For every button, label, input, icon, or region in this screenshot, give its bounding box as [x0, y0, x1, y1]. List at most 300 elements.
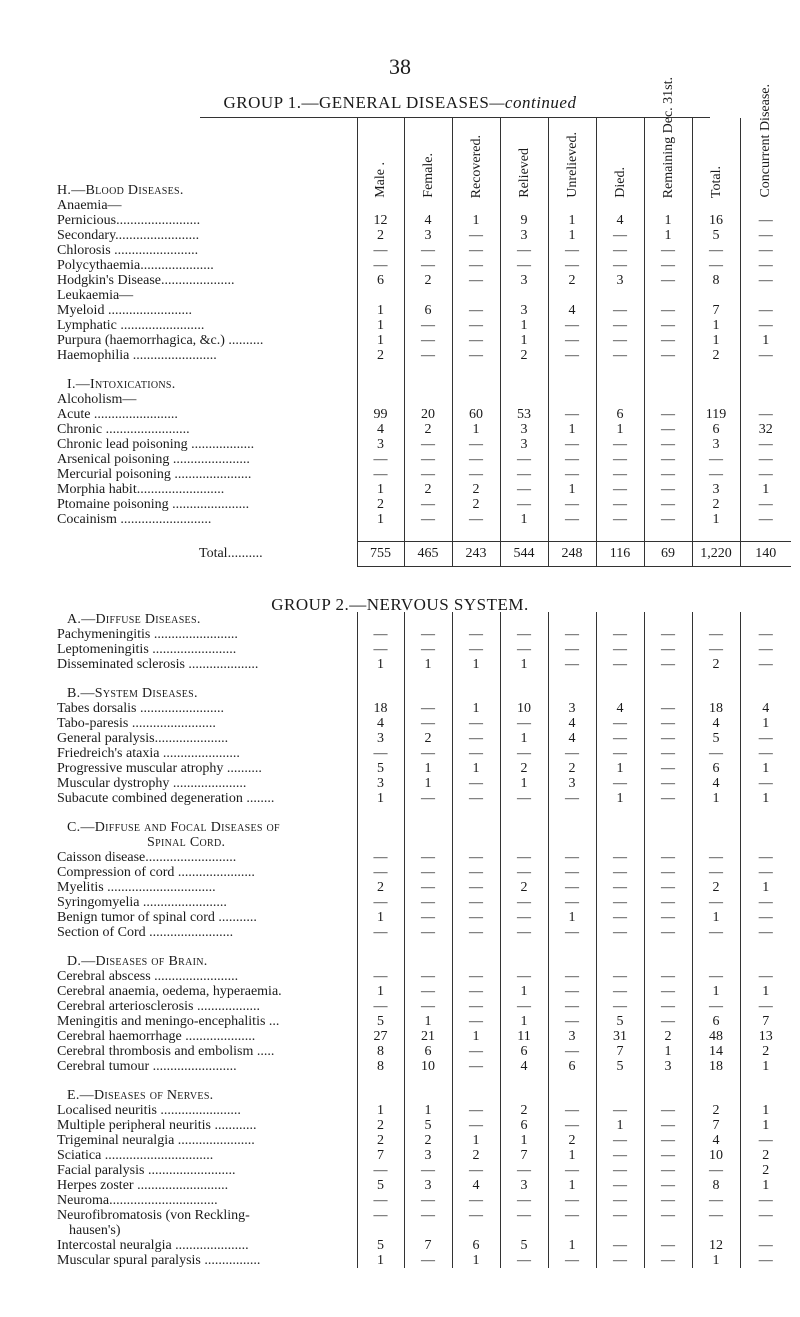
cell-value: 3 [500, 437, 548, 452]
cell-value: 1 [357, 1253, 404, 1268]
cell-value: — [692, 467, 740, 482]
cell-value: 5 [596, 1014, 644, 1029]
cell-value: — [548, 925, 596, 940]
cell-value: — [452, 776, 500, 791]
cell-value: — [740, 452, 791, 467]
total-value: 465 [404, 542, 452, 567]
row-label: Cerebral arteriosclerosis .................. [57, 999, 260, 1014]
cell-value [596, 198, 644, 213]
cell-value: 2 [357, 1118, 404, 1133]
cell-value: — [548, 348, 596, 363]
cell-value: 14 [692, 1044, 740, 1059]
cell-value: — [548, 1118, 596, 1133]
cell-value: — [548, 627, 596, 642]
table-row [57, 999, 791, 1014]
row-label: Secondary........................ [57, 228, 200, 243]
cell-value: — [404, 984, 452, 999]
cell-value: — [357, 895, 404, 910]
cell-value: — [740, 1238, 791, 1253]
cell-value: — [740, 850, 791, 865]
row-label [57, 1074, 357, 1088]
cell-value [452, 1088, 500, 1103]
cell-value [740, 672, 791, 686]
cell-value: — [548, 1193, 596, 1208]
cell-value [644, 1074, 692, 1088]
cell-value: 2 [500, 348, 548, 363]
cell-value: 4 [404, 213, 452, 228]
cell-value: 6 [357, 273, 404, 288]
cell-value: — [596, 497, 644, 512]
cell-value: — [500, 497, 548, 512]
row-label: Arsenical poisoning ...................... [57, 452, 250, 467]
cell-value: — [404, 999, 452, 1014]
cell-value: 1 [452, 1133, 500, 1148]
row-label [57, 806, 357, 820]
cell-value: — [596, 895, 644, 910]
cell-value: — [404, 1208, 452, 1223]
cell-value: — [596, 1238, 644, 1253]
table-row [57, 776, 791, 791]
cell-value: 8 [357, 1059, 404, 1074]
cell-value [596, 1074, 644, 1088]
cell-value [692, 686, 740, 701]
cell-value [500, 377, 548, 392]
row-label: Neuroma............................... [57, 1193, 218, 1208]
cell-value: — [692, 258, 740, 273]
row-label: Leukaemia— [57, 288, 134, 303]
cell-value: — [404, 1163, 452, 1178]
cell-value: — [740, 999, 791, 1014]
section-heading-row [57, 1088, 791, 1103]
cell-value: 18 [692, 701, 740, 716]
cell-value: — [452, 467, 500, 482]
cell-value: — [644, 437, 692, 452]
total-value: 69 [644, 542, 692, 567]
cell-value [357, 806, 404, 820]
cell-value: 1 [452, 657, 500, 672]
cell-value: — [644, 512, 692, 527]
cell-value: 6 [692, 422, 740, 437]
cell-value: 3 [692, 437, 740, 452]
cell-value: — [644, 1148, 692, 1163]
cell-value: — [644, 776, 692, 791]
cell-value [644, 835, 692, 850]
cell-value: — [740, 318, 791, 333]
table-row [57, 880, 791, 895]
cell-value [548, 377, 596, 392]
cell-value: 1 [740, 1059, 791, 1074]
total-value: 243 [452, 542, 500, 567]
cell-value: — [404, 497, 452, 512]
cell-value: — [692, 895, 740, 910]
table-row [57, 1014, 791, 1029]
cell-value [596, 363, 644, 377]
row-label [57, 672, 357, 686]
table-row [57, 1193, 791, 1208]
cell-value: — [404, 791, 452, 806]
cell-value: — [644, 1238, 692, 1253]
group2-table-body [57, 612, 791, 1268]
cell-value: — [500, 791, 548, 806]
row-label: Anaemia— [57, 198, 122, 213]
cell-value: — [452, 984, 500, 999]
cell-value: — [452, 1193, 500, 1208]
row-label: Meningitis and meningo-encephalitis ... [57, 1014, 280, 1029]
cell-value [357, 672, 404, 686]
cell-value [740, 806, 791, 820]
col-header-died: Died. [596, 118, 644, 198]
cell-value: 8 [357, 1044, 404, 1059]
table-row [57, 422, 791, 437]
cell-value [357, 940, 404, 954]
row-label: Benign tumor of spinal cord ........... [57, 910, 257, 925]
cell-value: 4 [692, 776, 740, 791]
cell-value: — [740, 746, 791, 761]
cell-value: — [644, 497, 692, 512]
cell-value: — [404, 850, 452, 865]
section-heading: A.—Diffuse Diseases. [67, 612, 201, 627]
cell-value: — [740, 258, 791, 273]
cell-value: — [500, 999, 548, 1014]
cell-value: — [452, 318, 500, 333]
spacer-row [57, 1074, 791, 1088]
cell-value [644, 392, 692, 407]
cell-value: — [692, 627, 740, 642]
cell-value: — [452, 627, 500, 642]
total-value: 1,220 [692, 542, 740, 567]
cell-value [692, 940, 740, 954]
cell-value: — [452, 969, 500, 984]
cell-value [548, 1223, 596, 1238]
cell-value [548, 806, 596, 820]
cell-value [644, 288, 692, 303]
cell-value: 1 [740, 333, 791, 348]
cell-value [692, 1074, 740, 1088]
cell-value: 10 [692, 1148, 740, 1163]
cell-value: 5 [357, 1014, 404, 1029]
cell-value: 6 [692, 761, 740, 776]
cell-value [692, 288, 740, 303]
cell-value: 3 [404, 228, 452, 243]
cell-value: 1 [596, 761, 644, 776]
cell-value [740, 1088, 791, 1103]
cell-value: 8 [692, 273, 740, 288]
spacer-row [57, 672, 791, 686]
cell-value: — [404, 348, 452, 363]
cell-value: 2 [452, 1148, 500, 1163]
cell-value: — [596, 512, 644, 527]
cell-value: 2 [740, 1148, 791, 1163]
cell-value: 8 [692, 1178, 740, 1193]
cell-value [740, 686, 791, 701]
cell-value: — [548, 969, 596, 984]
cell-value [596, 954, 644, 969]
cell-value: — [548, 1103, 596, 1118]
table-row [57, 761, 791, 776]
cell-value: — [644, 482, 692, 497]
cell-value [740, 612, 791, 627]
cell-value: 1 [548, 482, 596, 497]
cell-value [644, 806, 692, 820]
cell-value [692, 198, 740, 213]
cell-value: 1 [500, 1014, 548, 1029]
cell-value: — [740, 273, 791, 288]
cell-value: 5 [357, 1238, 404, 1253]
cell-value [596, 672, 644, 686]
cell-value [596, 392, 644, 407]
cell-value: — [644, 657, 692, 672]
table-row [57, 627, 791, 642]
cell-value: — [644, 761, 692, 776]
cell-value [740, 377, 791, 392]
col-header-concurrent: Concurrent Disease. [740, 118, 791, 198]
cell-value: — [500, 482, 548, 497]
row-label: Lymphatic ........................ [57, 318, 205, 333]
cell-value: — [548, 642, 596, 657]
cell-value [357, 686, 404, 701]
row-label: Friedreich's ataxia ...................... [57, 746, 240, 761]
cell-value: 2 [644, 1029, 692, 1044]
cell-value: 1 [357, 512, 404, 527]
cell-value: — [692, 999, 740, 1014]
table-row [57, 657, 791, 672]
cell-value: 4 [500, 1059, 548, 1074]
cell-value: — [596, 657, 644, 672]
cell-value: — [452, 348, 500, 363]
cell-value: — [596, 999, 644, 1014]
table-row [57, 333, 791, 348]
cell-value: — [452, 437, 500, 452]
cell-value: 31 [596, 1029, 644, 1044]
cell-value: 1 [357, 657, 404, 672]
cell-value: — [644, 1208, 692, 1223]
cell-value: — [740, 969, 791, 984]
cell-value: — [452, 1163, 500, 1178]
cell-value: 2 [548, 273, 596, 288]
cell-value: — [548, 657, 596, 672]
table-row [57, 1133, 791, 1148]
cell-value: — [500, 258, 548, 273]
cell-value: — [452, 716, 500, 731]
table-row [57, 452, 791, 467]
cell-value: — [596, 1133, 644, 1148]
cell-value: 2 [357, 1133, 404, 1148]
cell-value: — [452, 895, 500, 910]
cell-value: 7 [740, 1014, 791, 1029]
cell-value [357, 363, 404, 377]
col-header-remaining: Remaining Dec. 31st. [644, 118, 692, 198]
cell-value [404, 1088, 452, 1103]
cell-value: 10 [500, 701, 548, 716]
cell-value [500, 686, 548, 701]
cell-value: 1 [596, 791, 644, 806]
cell-value [357, 1074, 404, 1088]
cell-value: — [548, 243, 596, 258]
cell-value: — [452, 273, 500, 288]
cell-value: 2 [404, 1133, 452, 1148]
cell-value: 5 [357, 1178, 404, 1193]
cell-value: 27 [357, 1029, 404, 1044]
row-label: Chronic lead poisoning .................. [57, 437, 255, 452]
section-heading-row [57, 820, 791, 835]
cell-value: 1 [692, 333, 740, 348]
cell-value: — [596, 258, 644, 273]
cell-value [357, 954, 404, 969]
row-label: Section of Cord ........................ [57, 925, 234, 940]
cell-value: 1 [357, 791, 404, 806]
cell-value: — [644, 984, 692, 999]
row-label: Ptomaine poisoning ...................... [57, 497, 250, 512]
cell-value: — [357, 627, 404, 642]
cell-value [452, 954, 500, 969]
cell-value: — [644, 716, 692, 731]
row-label: Compression of cord ...................... [57, 865, 255, 880]
cell-value: — [644, 925, 692, 940]
cell-value: 21 [404, 1029, 452, 1044]
cell-value [404, 820, 452, 835]
cell-value [404, 363, 452, 377]
cell-value [500, 820, 548, 835]
row-label: Tabo-paresis ........................ [57, 716, 216, 731]
cell-value: 1 [357, 1103, 404, 1118]
cell-value: 4 [596, 701, 644, 716]
cell-value: — [596, 984, 644, 999]
cell-value: — [740, 642, 791, 657]
table-row [57, 258, 791, 273]
cell-value: 6 [548, 1059, 596, 1074]
cell-value: 3 [500, 228, 548, 243]
section-heading: Spinal Cord. [147, 835, 226, 850]
table-row [57, 910, 791, 925]
row-label: Cerebral haemorrhage .................... [57, 1029, 256, 1044]
cell-value [740, 835, 791, 850]
cell-value: 1 [548, 1178, 596, 1193]
cell-value: 1 [452, 1253, 500, 1268]
cell-value: 2 [740, 1044, 791, 1059]
cell-value [740, 288, 791, 303]
cell-value: 1 [740, 716, 791, 731]
cell-value [548, 672, 596, 686]
cell-value: — [452, 865, 500, 880]
cell-value: — [404, 1193, 452, 1208]
cell-value: 10 [404, 1059, 452, 1074]
cell-value: — [548, 452, 596, 467]
page-number: 38 [389, 54, 411, 79]
table-row [57, 1163, 791, 1178]
cell-value: 3 [357, 437, 404, 452]
cell-value: 7 [500, 1148, 548, 1163]
cell-value: — [548, 258, 596, 273]
cell-value: — [740, 437, 791, 452]
cell-value [452, 835, 500, 850]
row-label: Trigeminal neuralgia ...................... [57, 1133, 255, 1148]
cell-value: — [357, 642, 404, 657]
cell-value: 4 [692, 716, 740, 731]
spacer-row [57, 363, 791, 377]
cell-value: — [740, 243, 791, 258]
cell-value: 3 [500, 303, 548, 318]
cell-value: — [692, 1193, 740, 1208]
row-label: Haemophilia ........................ [57, 348, 217, 363]
cell-value: — [404, 642, 452, 657]
cell-value: 5 [692, 228, 740, 243]
cell-value: — [596, 1148, 644, 1163]
cell-value: — [644, 895, 692, 910]
table-row [57, 467, 791, 482]
cell-value: 1 [500, 1133, 548, 1148]
cell-value [644, 686, 692, 701]
cell-value: 1 [692, 791, 740, 806]
cell-value [596, 686, 644, 701]
row-label: Acute ........................ [57, 407, 178, 422]
cell-value: 2 [692, 497, 740, 512]
cell-value: — [500, 865, 548, 880]
total-value: 140 [740, 542, 791, 567]
cell-value [692, 1088, 740, 1103]
row-label: Muscular spural paralysis ................ [57, 1253, 261, 1268]
cell-value: — [548, 437, 596, 452]
row-label: Multiple peripheral neuritis ............ [57, 1118, 257, 1133]
cell-value [596, 1088, 644, 1103]
row-label: Morphia habit......................... [57, 482, 225, 497]
cell-value: — [644, 303, 692, 318]
cell-value: 9 [500, 213, 548, 228]
cell-value: — [644, 865, 692, 880]
cell-value [452, 686, 500, 701]
cell-value [548, 835, 596, 850]
cell-value: — [740, 1208, 791, 1223]
cell-value: 1 [500, 657, 548, 672]
cell-value: — [644, 731, 692, 746]
group1-heading-text: GROUP 1.—GENERAL DISEASES [223, 93, 490, 112]
cell-value: 1 [452, 761, 500, 776]
cell-value: — [500, 642, 548, 657]
cell-value: 2 [500, 1103, 548, 1118]
cell-value: 1 [357, 984, 404, 999]
cell-value: 1 [404, 1014, 452, 1029]
cell-value: — [452, 228, 500, 243]
table-row [57, 865, 791, 880]
table-row [57, 746, 791, 761]
cell-value [548, 954, 596, 969]
row-label: Chronic ........................ [57, 422, 190, 437]
table-row [57, 1238, 791, 1253]
cell-value [692, 672, 740, 686]
cell-value [404, 940, 452, 954]
cell-value: 1 [548, 910, 596, 925]
cell-value: — [740, 895, 791, 910]
cell-value [596, 806, 644, 820]
cell-value: 1 [452, 422, 500, 437]
cell-value: 2 [452, 497, 500, 512]
cell-value [692, 835, 740, 850]
cell-value [357, 820, 404, 835]
section-heading: I.—Intoxications. [67, 377, 176, 392]
cell-value: 2 [404, 482, 452, 497]
cell-value: 3 [548, 776, 596, 791]
cell-value: — [548, 512, 596, 527]
cell-value [357, 288, 404, 303]
cell-value: — [548, 746, 596, 761]
table-row [57, 198, 791, 213]
cell-value [740, 820, 791, 835]
cell-value: 5 [500, 1238, 548, 1253]
row-label: Intercostal neuralgia ..................... [57, 1238, 249, 1253]
cell-value [644, 820, 692, 835]
cell-value: — [644, 1118, 692, 1133]
cell-value [548, 392, 596, 407]
cell-value: — [644, 407, 692, 422]
